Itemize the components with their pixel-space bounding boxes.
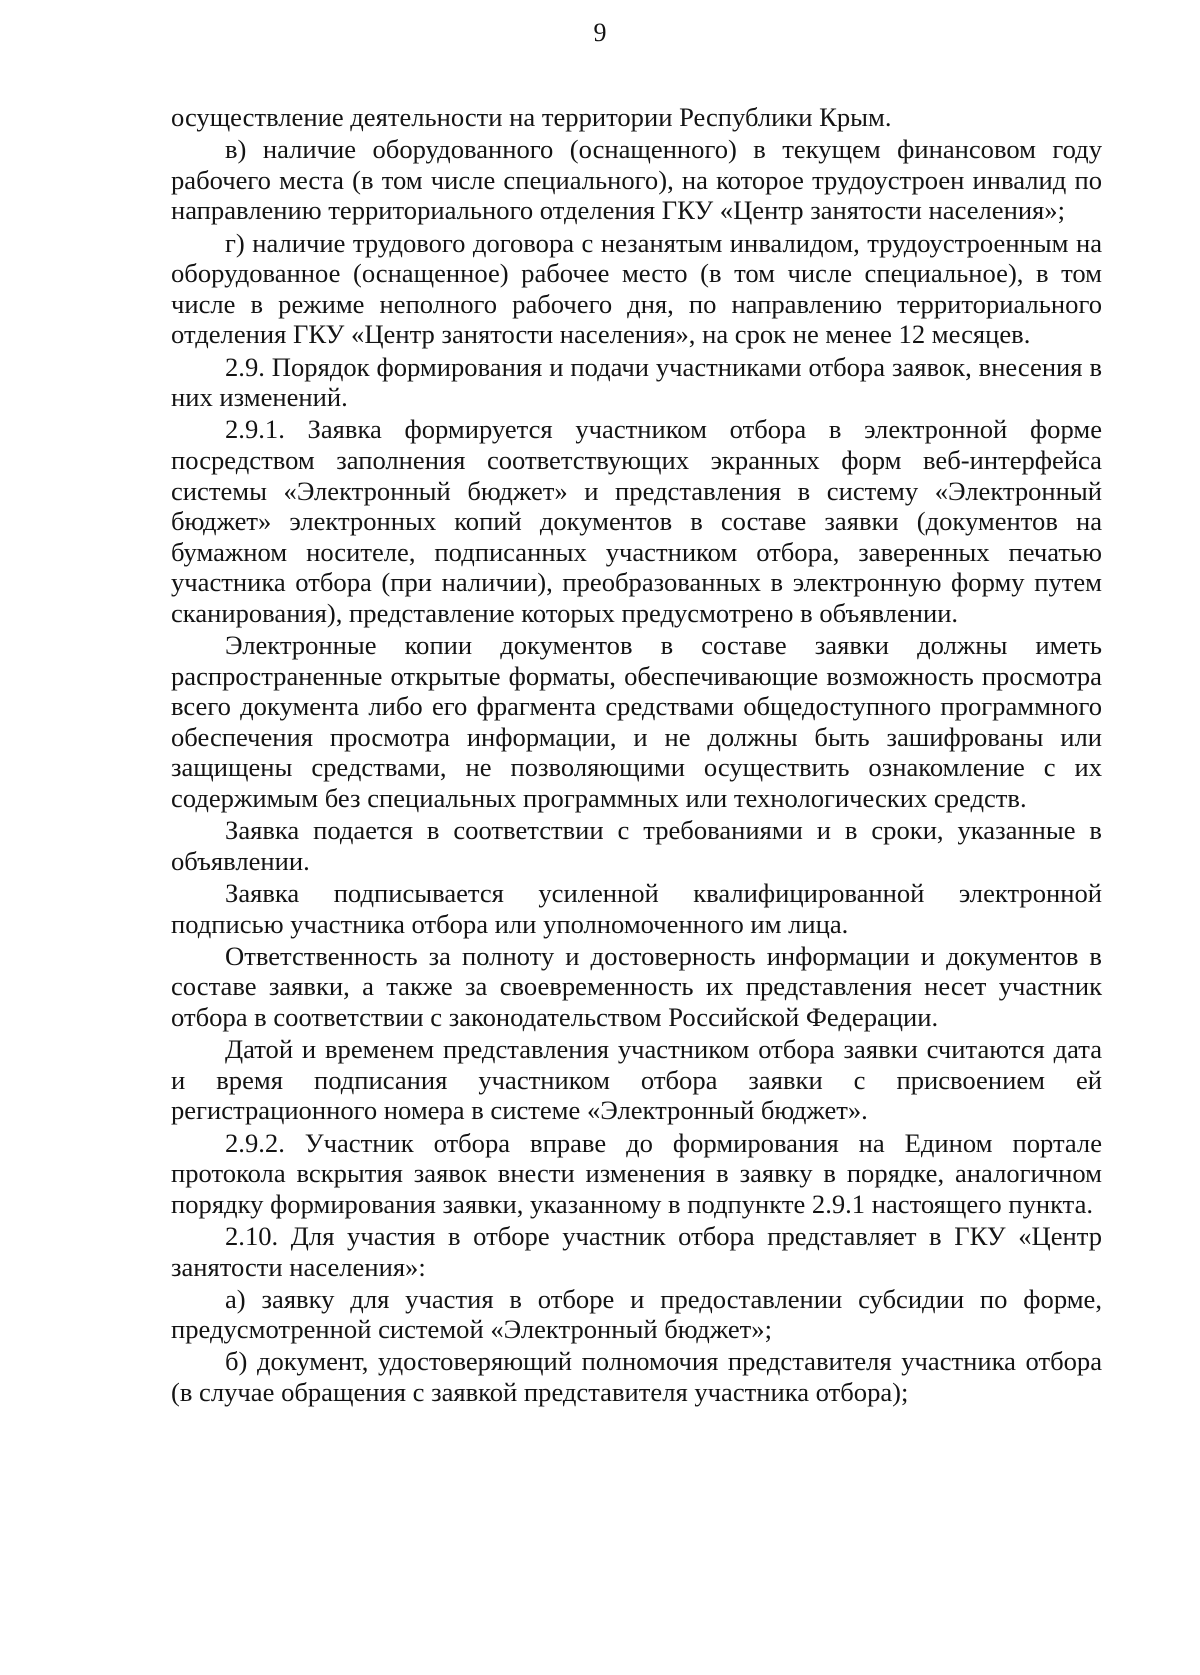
paragraph-submission-terms: Заявка подается в соответствии с требованиями и в сроки, указанные в объявлении. [171, 815, 1102, 876]
paragraph-item-b: б) документ, удостоверяющий полномочия представителя участника отбора (в случае обращения с заявкой представителя участника отбора); [171, 1346, 1102, 1408]
document-body [171, 102, 1102, 1409]
paragraph-signature: Заявка подписывается усиленной квалифицированной электронной подписью участника отбора или уполномоченного им лица. [171, 878, 1102, 939]
paragraph-continuation: осуществление деятельности на территории Республики Крым. [171, 102, 892, 132]
paragraph-item-a: а) заявку для участия в отборе и предоставлении субсидии по форме, предусмотренной системой «Электронный бюджет»; [171, 1283, 1102, 1345]
paragraph-2-10: 2.10. Для участия в отборе участник отбора представляет в ГКУ «Центр занятости населения»: [171, 1220, 1102, 1282]
paragraph-2-9-1: 2.9.1. Заявка формируется участником отбора в электронной форме посредством заполнения соответствующих экранных форм веб-интерфейса системы «Электронный бюджет» и представления в систему «Электронный бюджет» электронных копий документов в составе заявки (документов на бумажном носителе, подписанных участником отбора, заверенных печатью участника отбора (при наличии), преобразованных в электронную форму путем сканирования), представление которых предусмотрено в объявлении. [171, 414, 1102, 628]
paragraph-2-9: 2.9. Порядок формирования и подачи участниками отбора заявок, внесения в них изменений. [171, 351, 1102, 413]
paragraph-item-v: в) наличие оборудованного (оснащенного) в текущем финансовом году рабочего места (в том числе специального), на которое трудоустроен инвалид по направлению территориального отделения ГКУ «Центр занятости населения»; [171, 134, 1102, 226]
paragraph-submission-date: Датой и временем представления участником отбора заявки считаются дата и время подписания участником отбора заявки с присвоением ей регистрационного номера в системе «Электронный бюджет». [171, 1034, 1102, 1126]
paragraph-item-g: г) наличие трудового договора с незанятым инвалидом, трудоустроенным на оборудованное (оснащенное) рабочее место (в том числе специальное), в том числе в режиме неполного рабочего дня, по направлению территориального отделения ГКУ «Центр занятости населения», на срок не менее 12 месяцев. [171, 227, 1102, 350]
paragraph-electronic-copies: Электронные копии документов в составе заявки должны иметь распространенные открытые форматы, обеспечивающие возможность просмотра всего документа либо его фрагмента средствами общедоступного программного обеспечения просмотра информации, и не должны быть зашифрованы или защищены средствами, не позволяющими осуществить ознакомление с их содержимым без специальных программных или технологических средств. [171, 630, 1102, 814]
page-number: 9 [593, 18, 607, 47]
paragraph-responsibility: Ответственность за полноту и достоверность информации и документов в составе заявки, а также за своевременность их представления несет участник отбора в соответствии с законодательством Российской Федерации. [171, 940, 1102, 1032]
paragraph-2-9-2: 2.9.2. Участник отбора вправе до формирования на Едином портале протокола вскрытия заявок внести изменения в заявку в порядке, аналогичном порядку формирования заявки, указанному в подпункте 2.9.1 настоящего пункта. [171, 1127, 1102, 1219]
